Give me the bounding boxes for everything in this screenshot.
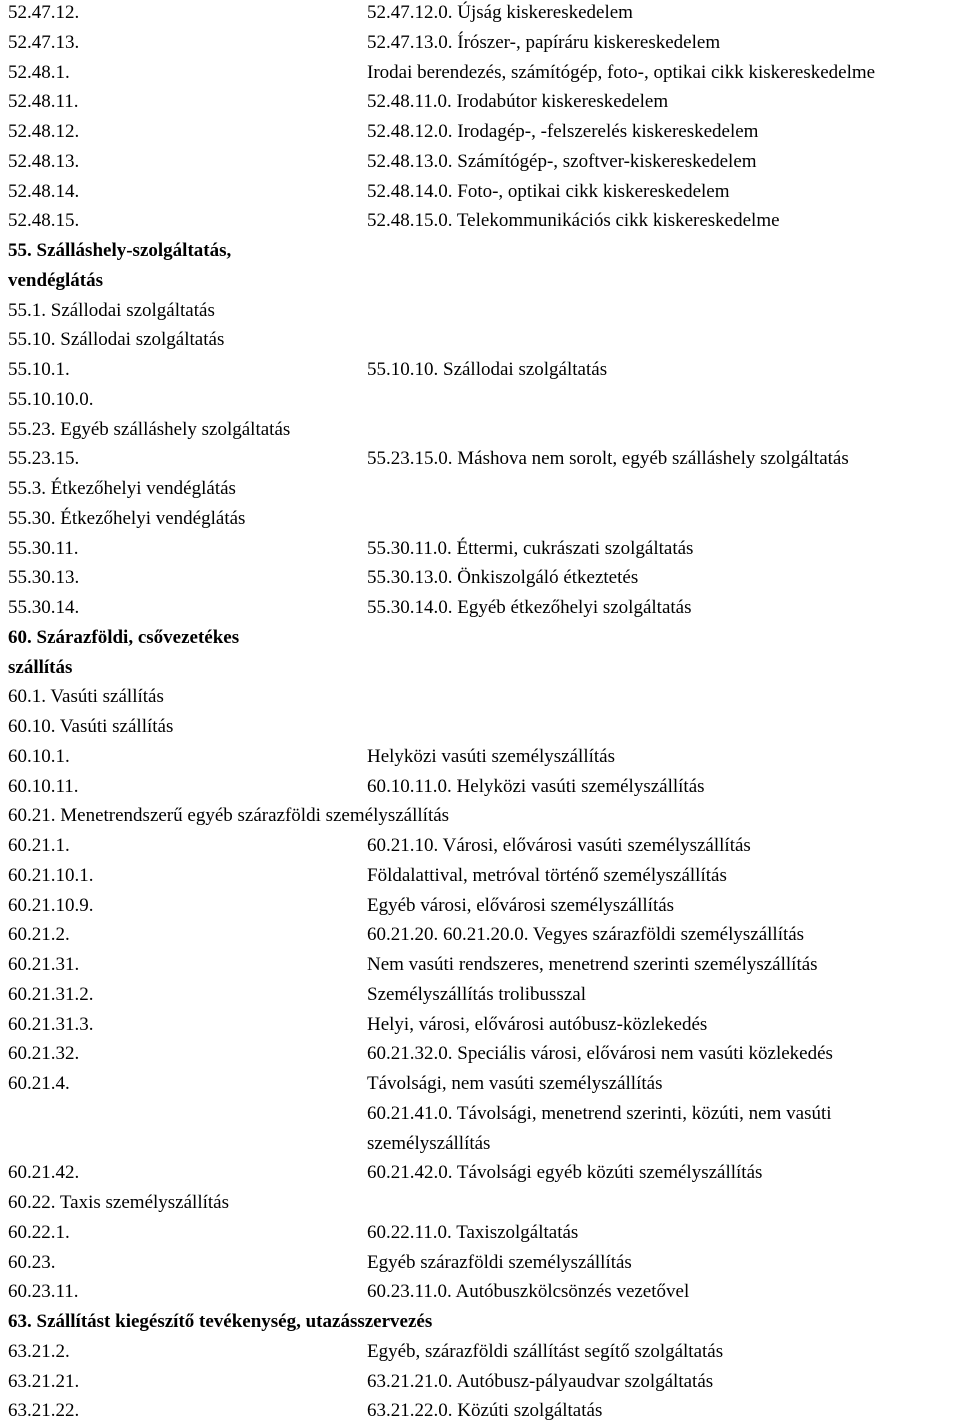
activity-description: Helyközi vasúti személyszállítás — [367, 746, 615, 767]
activity-description: Helyi, városi, elővárosi autóbusz-közlekedés — [367, 1014, 708, 1035]
activity-code: 63.21.2. — [8, 1341, 70, 1362]
activity-description: 52.48.15.0. Telekommunikációs cikk kiskereskedelme — [367, 210, 780, 231]
group-heading: 60.1. Vasúti szállítás — [8, 686, 164, 707]
activity-description: Földalattival, metróval történő személyszállítás — [367, 865, 727, 886]
group-heading: 60.21. Menetrendszerű egyéb szárazföldi személyszállítás — [8, 805, 450, 826]
activity-description: 55.23.15.0. Máshova nem sorolt, egyéb szálláshely szolgáltatás — [367, 448, 849, 469]
activity-description: Távolsági, nem vasúti személyszállítás — [367, 1073, 663, 1094]
activity-code: 52.48.14. — [8, 181, 80, 202]
activity-code: 60.21.32. — [8, 1043, 80, 1064]
activity-code: 52.48.12. — [8, 121, 80, 142]
section-heading: 55. Szálláshely-szolgáltatás, — [8, 240, 232, 261]
group-heading: 55.10.10.0. — [8, 389, 94, 410]
activity-description: Személyszállítás trolibusszal — [367, 984, 586, 1005]
group-heading: 55.3. Étkezőhelyi vendéglátás — [8, 478, 236, 499]
activity-code: 63.21.22. — [8, 1400, 80, 1421]
activity-description: 60.10.11.0. Helyközi vasúti személyszállítás — [367, 776, 705, 797]
section-heading: 60. Szárazföldi, csővezetékes — [8, 627, 240, 648]
activity-description: 55.30.14.0. Egyéb étkezőhelyi szolgáltatás — [367, 597, 692, 618]
activity-description: 63.21.22.0. Közúti szolgáltatás — [367, 1400, 603, 1421]
activity-code: 52.48.11. — [8, 91, 79, 112]
activity-description: 60.22.11.0. Taxiszolgáltatás — [367, 1222, 579, 1243]
activity-code: 60.21.31.2. — [8, 984, 94, 1005]
activity-code: 63.21.21. — [8, 1371, 80, 1392]
activity-description: 60.21.20. 60.21.20.0. Vegyes szárazföldi személyszállítás — [367, 924, 805, 945]
activity-code: 60.21.10.9. — [8, 895, 94, 916]
activity-code: 52.48.13. — [8, 151, 80, 172]
activity-code: 55.23.15. — [8, 448, 80, 469]
activity-description: Egyéb, szárazföldi szállítást segítő szolgáltatás — [367, 1341, 724, 1362]
activity-code: 60.21.31. — [8, 954, 80, 975]
activity-code: 52.47.12. — [8, 2, 80, 23]
group-heading: 60.10. Vasúti szállítás — [8, 716, 174, 737]
group-heading: 55.23. Egyéb szálláshely szolgáltatás — [8, 419, 291, 440]
activity-code: 60.10.1. — [8, 746, 70, 767]
activity-code: 55.30.14. — [8, 597, 80, 618]
activity-description: 52.47.13.0. Írószer-, papíráru kiskereskedelem — [367, 32, 721, 53]
activity-code: 52.48.15. — [8, 210, 80, 231]
activity-description: 52.48.14.0. Foto-, optikai cikk kiskereskedelem — [367, 181, 730, 202]
activity-description: 52.47.12.0. Újság kiskereskedelem — [367, 2, 633, 23]
activity-code: 60.23.11. — [8, 1281, 79, 1302]
section-heading: vendéglátás — [8, 270, 103, 291]
activity-code: 60.21.10.1. — [8, 865, 94, 886]
activity-code: 55.30.11. — [8, 538, 79, 559]
activity-code: 52.48.1. — [8, 62, 70, 83]
activity-code: 60.21.31.3. — [8, 1014, 94, 1035]
activity-code: 55.10.1. — [8, 359, 70, 380]
activity-code: 55.30.13. — [8, 567, 80, 588]
activity-code: 60.10.11. — [8, 776, 79, 797]
activity-description: 60.21.32.0. Speciális városi, elővárosi nem vasúti közlekedés — [367, 1043, 833, 1064]
group-heading: 55.30. Étkezőhelyi vendéglátás — [8, 508, 246, 529]
group-heading: 55.10. Szállodai szolgáltatás — [8, 329, 225, 350]
activity-code: 60.21.4. — [8, 1073, 70, 1094]
activity-description: 60.21.10. Városi, elővárosi vasúti személyszállítás — [367, 835, 751, 856]
activity-description: 55.30.11.0. Éttermi, cukrászati szolgáltatás — [367, 538, 694, 559]
group-heading: 55.1. Szállodai szolgáltatás — [8, 300, 215, 321]
activity-code: 60.23. — [8, 1252, 56, 1273]
activity-description: 52.48.12.0. Irodagép-, -felszerelés kiskereskedelem — [367, 121, 759, 142]
section-heading: 63. Szállítást kiegészítő tevékenység, utazásszervezés — [8, 1311, 433, 1332]
activity-description: személyszállítás — [367, 1133, 491, 1154]
activity-code: 60.21.2. — [8, 924, 70, 945]
activity-description: 55.10.10. Szállodai szolgáltatás — [367, 359, 608, 380]
activity-code: 60.22.1. — [8, 1222, 70, 1243]
activity-description: 63.21.21.0. Autóbusz-pályaudvar szolgáltatás — [367, 1371, 714, 1392]
activity-description: 52.48.11.0. Irodabútor kiskereskedelem — [367, 91, 669, 112]
activity-description: 52.48.13.0. Számítógép-, szoftver-kiskereskedelem — [367, 151, 757, 172]
activity-description: Egyéb városi, elővárosi személyszállítás — [367, 895, 675, 916]
activity-description: Nem vasúti rendszeres, menetrend szerinti személyszállítás — [367, 954, 818, 975]
activity-description: 60.21.41.0. Távolsági, menetrend szerinti, közúti, nem vasúti — [367, 1103, 832, 1124]
activity-code: 52.47.13. — [8, 32, 80, 53]
activity-description: Egyéb szárazföldi személyszállítás — [367, 1252, 632, 1273]
activity-code: 60.21.1. — [8, 835, 70, 856]
section-heading: szállítás — [8, 657, 73, 678]
activity-description: 60.23.11.0. Autóbuszkölcsönzés vezetővel — [367, 1281, 690, 1302]
group-heading: 60.22. Taxis személyszállítás — [8, 1192, 229, 1213]
activity-description: 55.30.13.0. Önkiszolgáló étkeztetés — [367, 567, 639, 588]
activity-code: 60.21.42. — [8, 1162, 80, 1183]
activity-description: Irodai berendezés, számítógép, foto-, optikai cikk kiskereskedelme — [367, 62, 876, 83]
activity-description: 60.21.42.0. Távolsági egyéb közúti személyszállítás — [367, 1162, 763, 1183]
